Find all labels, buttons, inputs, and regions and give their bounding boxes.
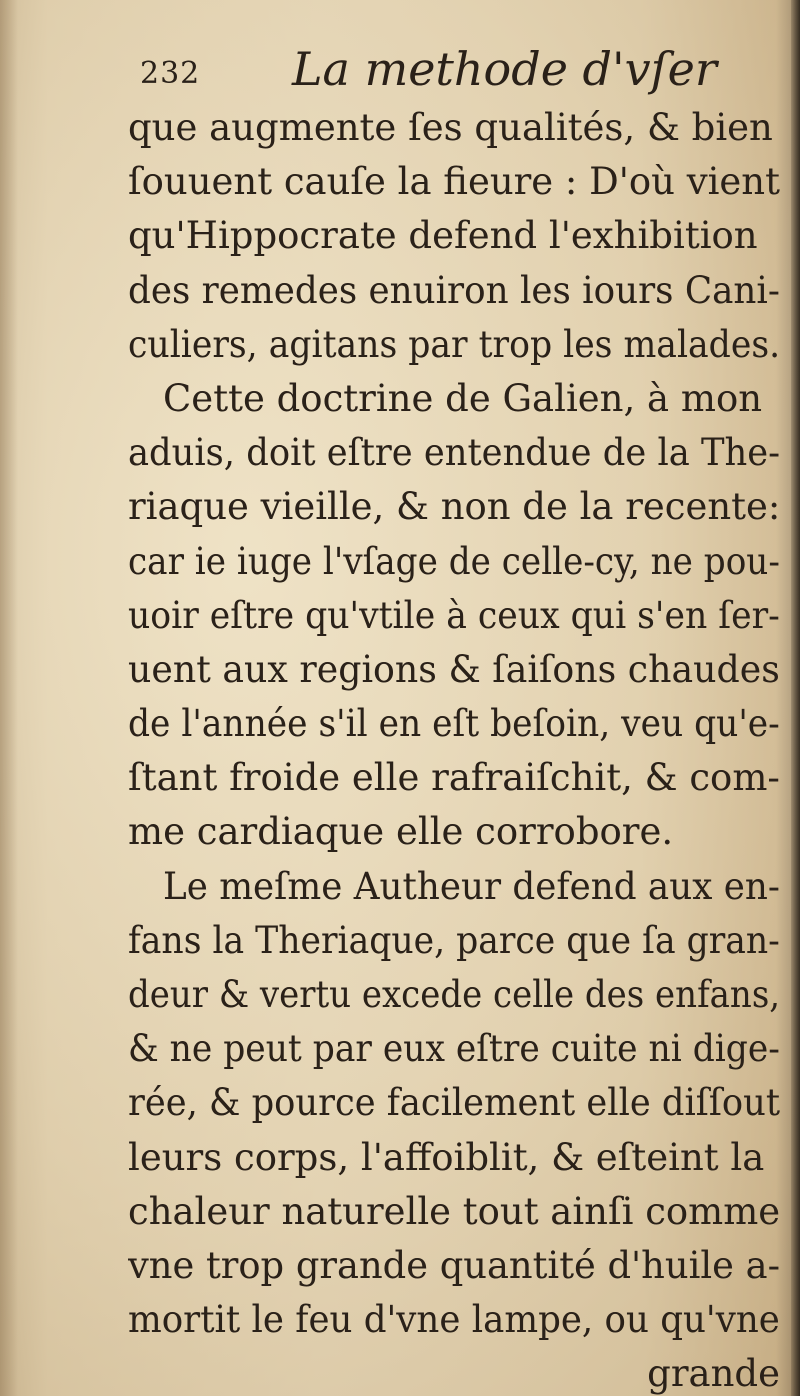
text-line: leurs corps, l'affoiblit, & eſteint la <box>128 1135 765 1179</box>
page-number: 232 <box>140 56 201 91</box>
text-line: chaleur naturelle tout ainſi comme <box>128 1189 780 1233</box>
page-header <box>140 42 760 102</box>
text-line: culiers, agitans par trop les malades. <box>128 322 780 366</box>
body-text <box>128 101 780 1396</box>
text-line: deur & vertu excede celle des enfans, <box>128 973 780 1016</box>
text-line: rée, & pource facilement elle diſſout <box>128 1081 780 1125</box>
page-shadow-left <box>0 0 18 1396</box>
text-line: & ne peut par eux eſtre cuite ni dige- <box>128 1027 780 1071</box>
page-binding-edge <box>791 0 800 1396</box>
text-line: que augmente ſes qualités, & bien <box>128 106 773 149</box>
text-line: uent aux regions & ſaiſons chaudes <box>128 647 780 691</box>
paragraph-start-line: Cette doctrine de Galien, à mon <box>163 376 763 420</box>
text-line: riaque vieille, & non de la recente: <box>128 485 780 529</box>
text-line: vne trop grande quantité d'huile a- <box>128 1243 780 1287</box>
text-line: des remedes enuiron les iours Cani- <box>128 268 780 312</box>
text-line: me cardiaque elle corrobore. <box>128 810 674 854</box>
paragraph-start-line: Le meſme Autheur defend aux en- <box>163 864 780 908</box>
text-line: de l'année s'il en eſt beſoin, veu qu'e- <box>128 702 780 746</box>
text-line: qu'Hippocrate defend l'exhibition <box>128 214 758 258</box>
running-title: La methode d'vſer <box>292 42 717 96</box>
text-line: ſouuent cauſe la fieure : D'où vient <box>128 160 780 204</box>
text-line: fans la Theriaque, parce que ſa gran- <box>128 918 780 962</box>
text-line: uoir eſtre qu'vtile à ceux qui s'en ſer- <box>128 593 780 637</box>
text-line: car ie iuge l'vſage de celle-cy, ne pou- <box>128 539 780 583</box>
text-line: ſtant froide elle rafraiſchit, & com- <box>128 756 780 800</box>
catchword: grande <box>647 1352 780 1396</box>
text-line: aduis, doit eſtre entendue de la The- <box>128 431 780 475</box>
text-line: mortit le feu d'vne lampe, ou qu'vne <box>128 1298 780 1342</box>
